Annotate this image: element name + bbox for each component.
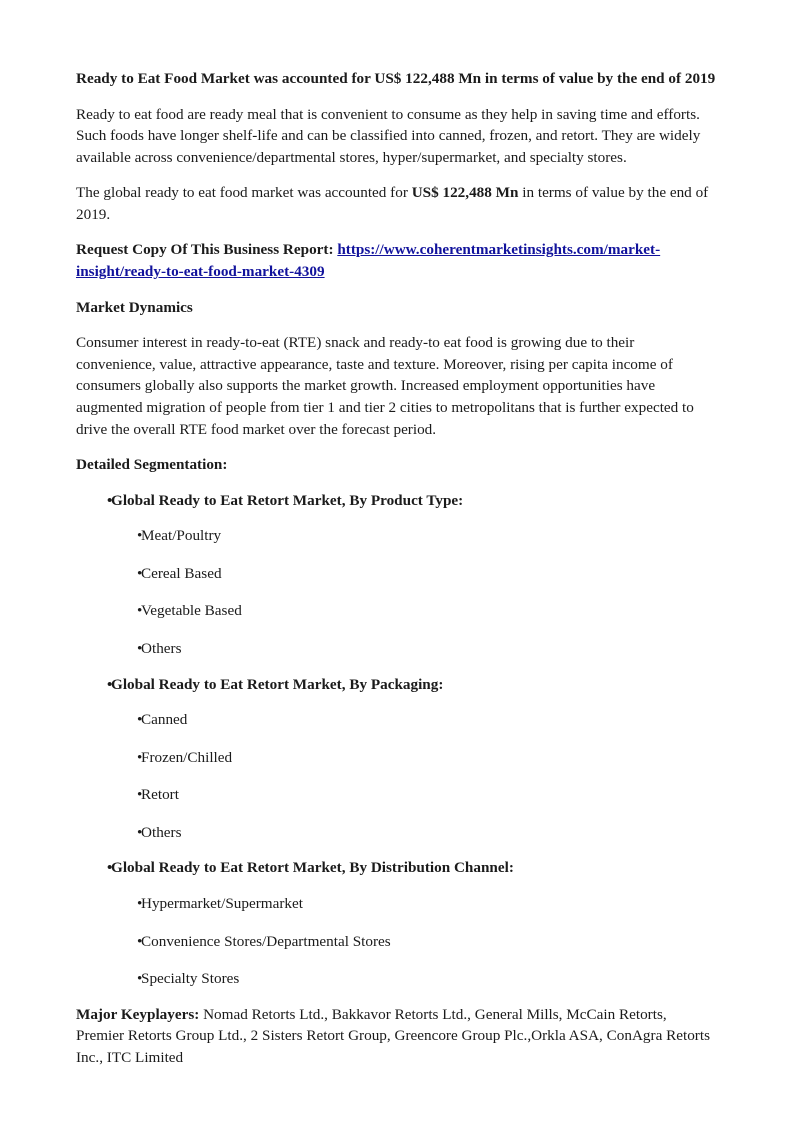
list-item-label: Vegetable Based [141, 602, 242, 620]
market-value-figure: US$ 122,488 Mn [411, 184, 519, 202]
segmentation-sublist [111, 893, 716, 990]
heading-market-dynamics: Market Dynamics [76, 298, 193, 316]
segmentation-list [76, 490, 716, 990]
bullet-icon: • [137, 823, 143, 841]
list-item [111, 931, 716, 953]
bullet-icon: • [107, 675, 113, 693]
document-body [76, 68, 716, 1069]
list-item-label: Hypermarket/Supermarket [141, 895, 303, 913]
segmentation-group-label: Global Ready to Eat Retort Market, By Packaging: [111, 675, 444, 693]
list-item-label: Canned [141, 711, 188, 729]
list-item [111, 893, 716, 915]
bullet-icon: • [137, 970, 143, 988]
bullet-icon: • [137, 639, 143, 657]
bullet-icon: • [107, 491, 113, 509]
heading-detailed-segmentation: Detailed Segmentation: [76, 456, 228, 474]
bullet-icon: • [137, 564, 143, 582]
bullet-icon: • [137, 895, 143, 913]
list-item [111, 709, 716, 731]
key-players-text: Nomad Retorts Ltd., Bakkavor Retorts Ltd., General Mills, McCain Retorts, Premier Retorts Group Ltd., 2 Sisters Retort Group, Greencore Group Plc.,Orkla ASA, ConAgra Retorts Inc., ITC Limited [76, 1005, 710, 1066]
list-item-label: Others [141, 823, 182, 841]
bullet-icon: • [137, 786, 143, 804]
list-item [111, 747, 716, 769]
key-players-label: Major Keyplayers: [76, 1005, 200, 1023]
bullet-icon: • [137, 527, 143, 545]
list-item-label: Frozen/Chilled [141, 748, 233, 766]
segmentation-sublist [111, 525, 716, 659]
intro-paragraph: Ready to eat food are ready meal that is convenient to consume as they help in saving time and efforts. Such foods have longer shelf-life and can be classified into canned, frozen, and retort. They are widely available across convenience/departmental stores, hyper/supermarket, and specialty stores. [76, 105, 701, 166]
key-players-paragraph [76, 1004, 716, 1069]
request-report-line [76, 239, 716, 282]
segmentation-group-label: Global Ready to Eat Retort Market, By Product Type: [111, 491, 464, 509]
list-item-label: Convenience Stores/Departmental Stores [141, 932, 391, 950]
bullet-icon: • [137, 748, 143, 766]
segmentation-group-distribution-channel [76, 857, 716, 989]
market-value-lead: The global ready to eat food market was accounted for [76, 184, 412, 202]
bullet-icon: • [137, 711, 143, 729]
market-dynamics-paragraph: Consumer interest in ready-to-eat (RTE) snack and ready-to eat food is growing due to their convenience, value, attractive appearance, taste and texture. Moreover, rising per capita income of consumers globally also supports the market growth. Increased employment opportunities have augmented migration of people from tier 1 and tier 2 cities to metropolitans that is further expected to drive the overall RTE food market over the forecast period. [76, 334, 694, 438]
list-item [111, 784, 716, 806]
bullet-icon: • [107, 859, 113, 877]
list-item-label: Cereal Based [141, 564, 222, 582]
segmentation-sublist [111, 709, 716, 843]
bullet-icon: • [137, 932, 143, 950]
list-item-label: Specialty Stores [141, 970, 240, 988]
list-item-label: Others [141, 639, 182, 657]
segmentation-group-label: Global Ready to Eat Retort Market, By Distribution Channel: [111, 859, 514, 877]
list-item [111, 822, 716, 844]
segmentation-group-product-type [76, 490, 716, 660]
list-item [111, 638, 716, 660]
bullet-icon: • [137, 602, 143, 620]
segmentation-group-packaging [76, 674, 716, 844]
list-item [111, 968, 716, 990]
market-value-paragraph [76, 182, 716, 225]
list-item [111, 600, 716, 622]
request-report-label: Request Copy Of This Business Report: [76, 241, 338, 259]
list-item-label: Meat/Poultry [141, 527, 222, 545]
request-report-link[interactable]: https://www.coherentmarketinsights.com/market-insight/ready-to-eat-food-market-4309 [76, 241, 661, 281]
page-title: Ready to Eat Food Market was accounted for US$ 122,488 Mn in terms of value by the end of 2019 [76, 70, 716, 87]
list-item [111, 563, 716, 585]
list-item-label: Retort [141, 786, 179, 804]
market-value-tail: in terms of value by the end of 2019. [76, 184, 709, 223]
list-item [111, 525, 716, 547]
